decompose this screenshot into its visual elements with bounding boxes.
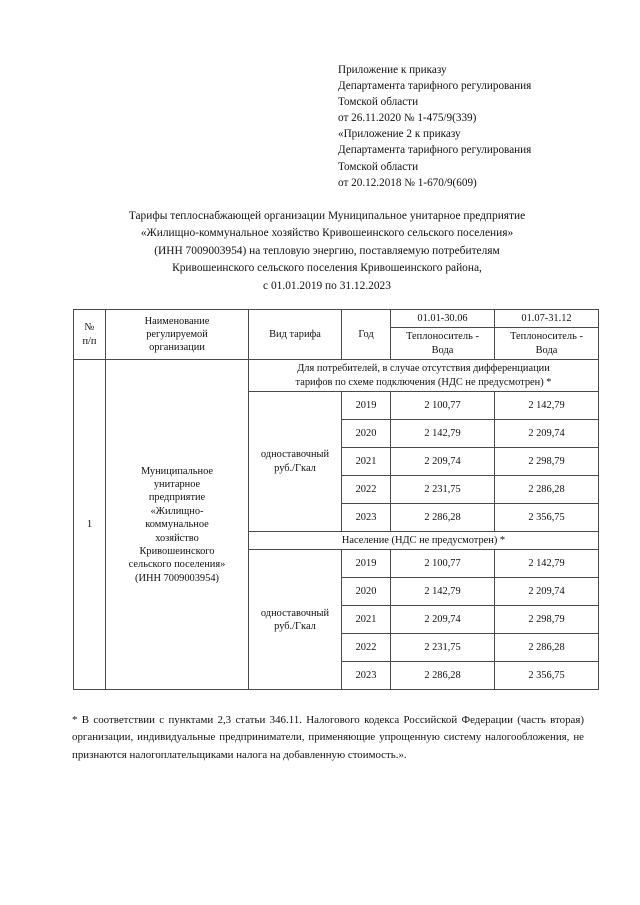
title-line-5: с 01.01.2019 по 31.12.2023 bbox=[263, 279, 391, 292]
table-row bbox=[74, 360, 599, 392]
header-org-line3: организации bbox=[149, 342, 205, 354]
cell-year: 2021 bbox=[342, 448, 391, 476]
title-line-2: «Жилищно-коммунальное хозяйство Кривошеинского сельского поселения» bbox=[140, 227, 514, 240]
header-line-7: Томской области bbox=[338, 160, 419, 173]
header-carrier-1 bbox=[391, 328, 495, 360]
cell-year: 2020 bbox=[342, 578, 391, 606]
header-row-number bbox=[74, 310, 106, 360]
section-note-consumers bbox=[249, 360, 599, 392]
cell-value-period2: 2 286,28 bbox=[495, 476, 599, 504]
cell-value-period1: 2 231,75 bbox=[391, 476, 495, 504]
cell-year: 2019 bbox=[342, 392, 391, 420]
cell-value-period2: 2 298,79 bbox=[495, 606, 599, 634]
cell-year: 2022 bbox=[342, 476, 391, 504]
cell-year: 2019 bbox=[342, 550, 391, 578]
section2-note-line1: Население (НДС не предусмотрен) * bbox=[341, 535, 506, 547]
header-line-1: Приложение к приказу bbox=[338, 64, 447, 76]
cell-value-period1: 2 142,79 bbox=[391, 420, 495, 448]
section-note-population bbox=[249, 532, 599, 550]
table-head bbox=[74, 310, 599, 360]
header-num-line2: п/п bbox=[82, 335, 97, 347]
cell-value-period1: 2 100,77 bbox=[391, 550, 495, 578]
cell-tariff-kind-section1 bbox=[249, 392, 342, 532]
cell-value-period1: 2 100,77 bbox=[391, 392, 495, 420]
cell-value-period2: 2 298,79 bbox=[495, 448, 599, 476]
cell-year: 2022 bbox=[342, 634, 391, 662]
cell-value-period1: 2 231,75 bbox=[391, 634, 495, 662]
org-line-3: предприятие bbox=[148, 492, 206, 504]
cell-year: 2023 bbox=[342, 662, 391, 690]
header-line-2: Департамента тарифного регулирования bbox=[338, 80, 532, 93]
section1-note-line2: тарифов по схеме подключения (НДС не предусмотрен) * bbox=[295, 376, 552, 388]
title-line-1: Тарифы теплоснабжающей организации Муниципальное унитарное предприятие bbox=[128, 210, 526, 222]
tariff-table-wrapper bbox=[73, 309, 598, 690]
org-line-2: унитарное bbox=[153, 478, 201, 490]
header-org-line2: регулируемой bbox=[146, 328, 208, 340]
table-header-row-1 bbox=[74, 310, 599, 328]
header-carrier2-line2: Вода bbox=[535, 344, 558, 356]
cell-year: 2023 bbox=[342, 504, 391, 532]
header-carrier2-line1: Теплоноситель - bbox=[510, 331, 583, 343]
org-line-9: (ИНН 7009003954) bbox=[135, 572, 219, 584]
header-tariff-kind: Вид тарифа bbox=[249, 310, 342, 360]
title-line-3: (ИНН 7009003954) на тепловую энергию, поставляемую потребителям bbox=[154, 244, 500, 257]
org-line-8: сельского поселения» bbox=[128, 559, 226, 571]
cell-value-period1: 2 286,28 bbox=[391, 504, 495, 532]
cell-value-period2: 2 209,74 bbox=[495, 420, 599, 448]
cell-value-period1: 2 209,74 bbox=[391, 606, 495, 634]
cell-value-period2: 2 142,79 bbox=[495, 392, 599, 420]
cell-value-period2: 2 209,74 bbox=[495, 578, 599, 606]
header-period-1: 01.01-30.06 bbox=[391, 310, 495, 328]
cell-value-period1: 2 142,79 bbox=[391, 578, 495, 606]
org-line-6: хозяйство bbox=[155, 532, 199, 544]
footnote-text: * В соответствии с пунктами 2,3 статьи 346.11. Налогового кодекса Российской Федерации (часть вторая) организации, индивидуальные предприниматели, применяющие упрощенную систему налогообложения, не признаются налогоплательщиками налога на добавленную стоимость.». bbox=[72, 714, 584, 761]
tariff-table bbox=[73, 309, 599, 690]
cell-row-number: 1 bbox=[74, 360, 106, 690]
section1-kind-line2: руб./Гкал bbox=[274, 462, 316, 474]
document-title-block bbox=[72, 208, 582, 295]
cell-value-period2: 2 286,28 bbox=[495, 634, 599, 662]
header-carrier-2 bbox=[495, 328, 599, 360]
header-line-4: от 26.11.2020 № 1-475/9(339) bbox=[338, 112, 477, 125]
org-line-4: «Жилищно- bbox=[150, 505, 204, 517]
header-line-5: «Приложение 2 к приказу bbox=[338, 128, 461, 141]
title-line-4: Кривошеинского сельского поселения Кривошеинского района, bbox=[172, 262, 482, 275]
header-line-6: Департамента тарифного регулирования bbox=[338, 144, 532, 157]
org-line-5: коммунальное bbox=[145, 519, 209, 531]
cell-organization-name bbox=[106, 360, 249, 690]
header-carrier1-line2: Вода bbox=[431, 344, 454, 356]
table-body bbox=[74, 360, 599, 690]
header-num-line1: № bbox=[84, 322, 95, 334]
cell-value-period2: 2 142,79 bbox=[495, 550, 599, 578]
header-year: Год bbox=[342, 310, 391, 360]
section1-note-line1: Для потребителей, в случае отсутствия дифференциации bbox=[297, 363, 550, 375]
header-line-3: Томской области bbox=[338, 96, 419, 109]
header-org-line1: Наименование bbox=[144, 315, 210, 327]
cell-value-period2: 2 356,75 bbox=[495, 504, 599, 532]
document-header-block bbox=[338, 62, 600, 191]
section2-kind-line2: руб./Гкал bbox=[274, 620, 316, 632]
section1-kind-line1: одноставочный bbox=[260, 449, 330, 461]
cell-value-period1: 2 286,28 bbox=[391, 662, 495, 690]
cell-value-period2: 2 356,75 bbox=[495, 662, 599, 690]
cell-tariff-kind-section2 bbox=[249, 550, 342, 690]
cell-year: 2021 bbox=[342, 606, 391, 634]
header-carrier1-line1: Теплоноситель - bbox=[406, 331, 479, 343]
header-organization bbox=[106, 310, 249, 360]
header-line-8: от 20.12.2018 № 1-670/9(609) bbox=[338, 176, 477, 189]
cell-year: 2020 bbox=[342, 420, 391, 448]
cell-value-period1: 2 209,74 bbox=[391, 448, 495, 476]
header-period-2: 01.07-31.12 bbox=[495, 310, 599, 328]
section2-kind-line1: одноставочный bbox=[260, 607, 330, 619]
org-line-1: Муниципальное bbox=[140, 465, 214, 477]
org-line-7: Кривошеинского bbox=[139, 545, 215, 557]
